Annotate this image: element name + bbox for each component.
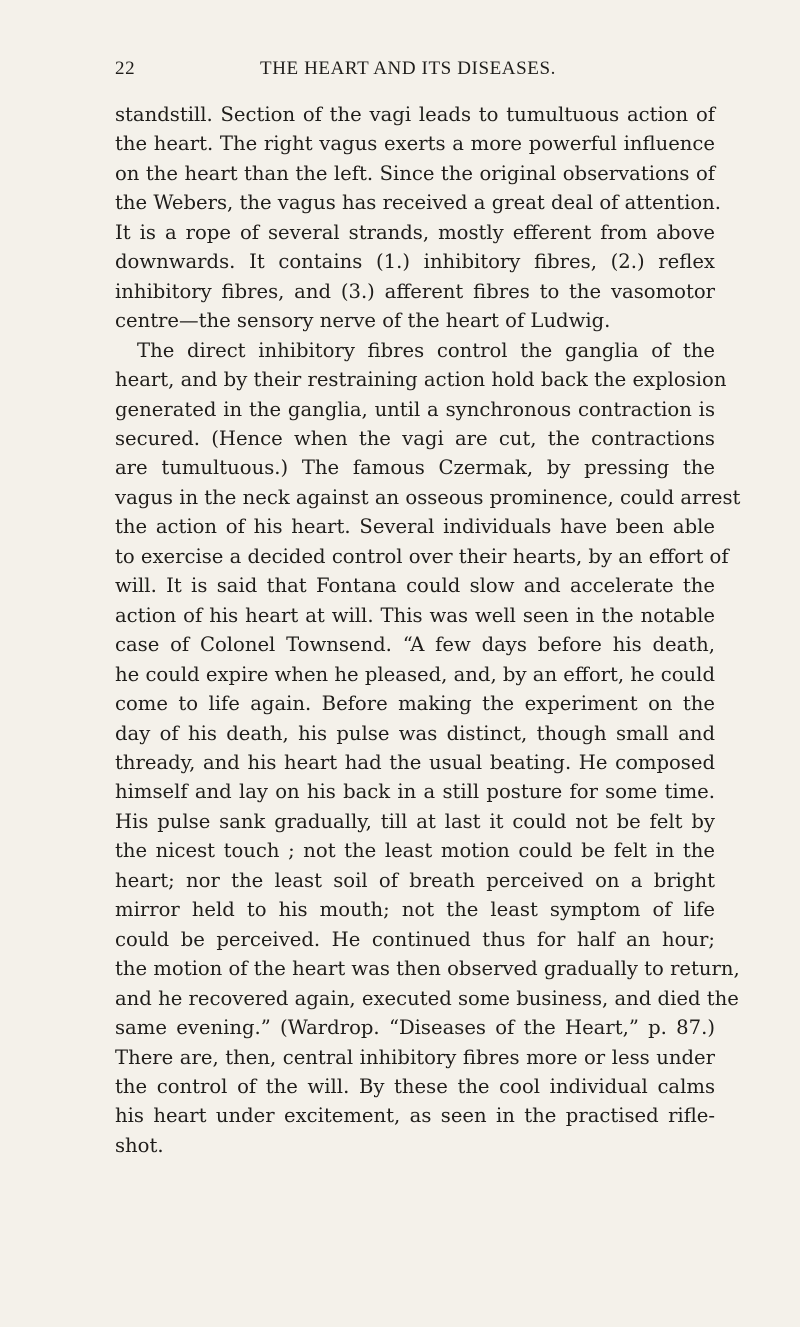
text-line: heart, and by their restraining action hold back the explosion: [115, 368, 727, 392]
text-line: shot.: [115, 1133, 164, 1157]
text-line: the Webers, the vagus has received a great deal of attention.: [115, 191, 722, 215]
text-line: same evening.” (Wardrop. “Diseases of the Heart,” p. 87.): [115, 1016, 715, 1040]
text-line: It is a rope of several strands, mostly efferent from above: [115, 220, 715, 244]
text-line: come to life again. Before making the experiment on the: [115, 692, 715, 716]
text-line: are tumultuous.) The famous Czermak, by pressing the: [115, 456, 715, 480]
text-line: mirror held to his mouth; not the least symptom of life: [115, 898, 715, 922]
text-line: vagus in the neck against an osseous prominence, could arrest: [115, 485, 741, 509]
running-title: THE HEART AND ITS DISEASES.: [260, 58, 557, 79]
text-line: The direct inhibitory fibres control the ganglia of the: [137, 338, 715, 362]
text-line: could be perceived. He continued thus for half an hour;: [115, 927, 715, 951]
text-line: to exercise a decided control over their hearts, by an effort of: [115, 544, 729, 568]
text-line: the motion of the heart was then observed gradually to return,: [115, 957, 740, 981]
text-line: his heart under excitement, as seen in the practised rifle-: [115, 1104, 715, 1128]
text-line: on the heart than the left. Since the original observations of: [115, 161, 715, 185]
text-line: day of his death, his pulse was distinct, though small and: [115, 721, 715, 745]
text-line: thready, and his heart had the usual beating. He composed: [115, 750, 715, 774]
text-line: the control of the will. By these the cool individual calms: [115, 1074, 715, 1098]
text-line: the nicest touch ; not the least motion could be felt in the: [115, 839, 715, 863]
text-line: inhibitory fibres, and (3.) afferent fibres to the vasomotor: [115, 279, 715, 303]
text-line: the action of his heart. Several individuals have been able: [115, 515, 715, 539]
text-line: His pulse sank gradually, till at last it could not be felt by: [115, 809, 715, 833]
text-line: generated in the ganglia, until a synchronous contraction is: [115, 397, 715, 421]
body-text: [115, 100, 741, 1160]
text-line: the heart. The right vagus exerts a more powerful influence: [115, 132, 715, 156]
running-head: [115, 58, 715, 88]
text-line: action of his heart at will. This was well seen in the notable: [115, 603, 715, 627]
text-line: will. It is said that Fontana could slow and accelerate the: [115, 574, 715, 598]
text-line: There are, then, central inhibitory fibres more or less under: [115, 1045, 715, 1069]
text-line: himself and lay on his back in a still posture for some time.: [115, 780, 715, 804]
text-line: case of Colonel Townsend. “A few days before his death,: [115, 633, 715, 657]
text-line: and he recovered again, executed some business, and died the: [115, 986, 739, 1010]
text-line: he could expire when he pleased, and, by an effort, he could: [115, 662, 715, 686]
text-line: centre—the sensory nerve of the heart of Ludwig.: [115, 309, 611, 333]
text-line: heart; nor the least soil of breath perceived on a bright: [115, 868, 715, 892]
page-number: 22: [115, 58, 136, 79]
text-line: downwards. It contains (1.) inhibitory fibres, (2.) reflex: [115, 250, 715, 274]
text-line: standstill. Section of the vagi leads to tumultuous action of: [115, 103, 715, 126]
text-line: secured. (Hence when the vagi are cut, the contractions: [115, 426, 715, 450]
